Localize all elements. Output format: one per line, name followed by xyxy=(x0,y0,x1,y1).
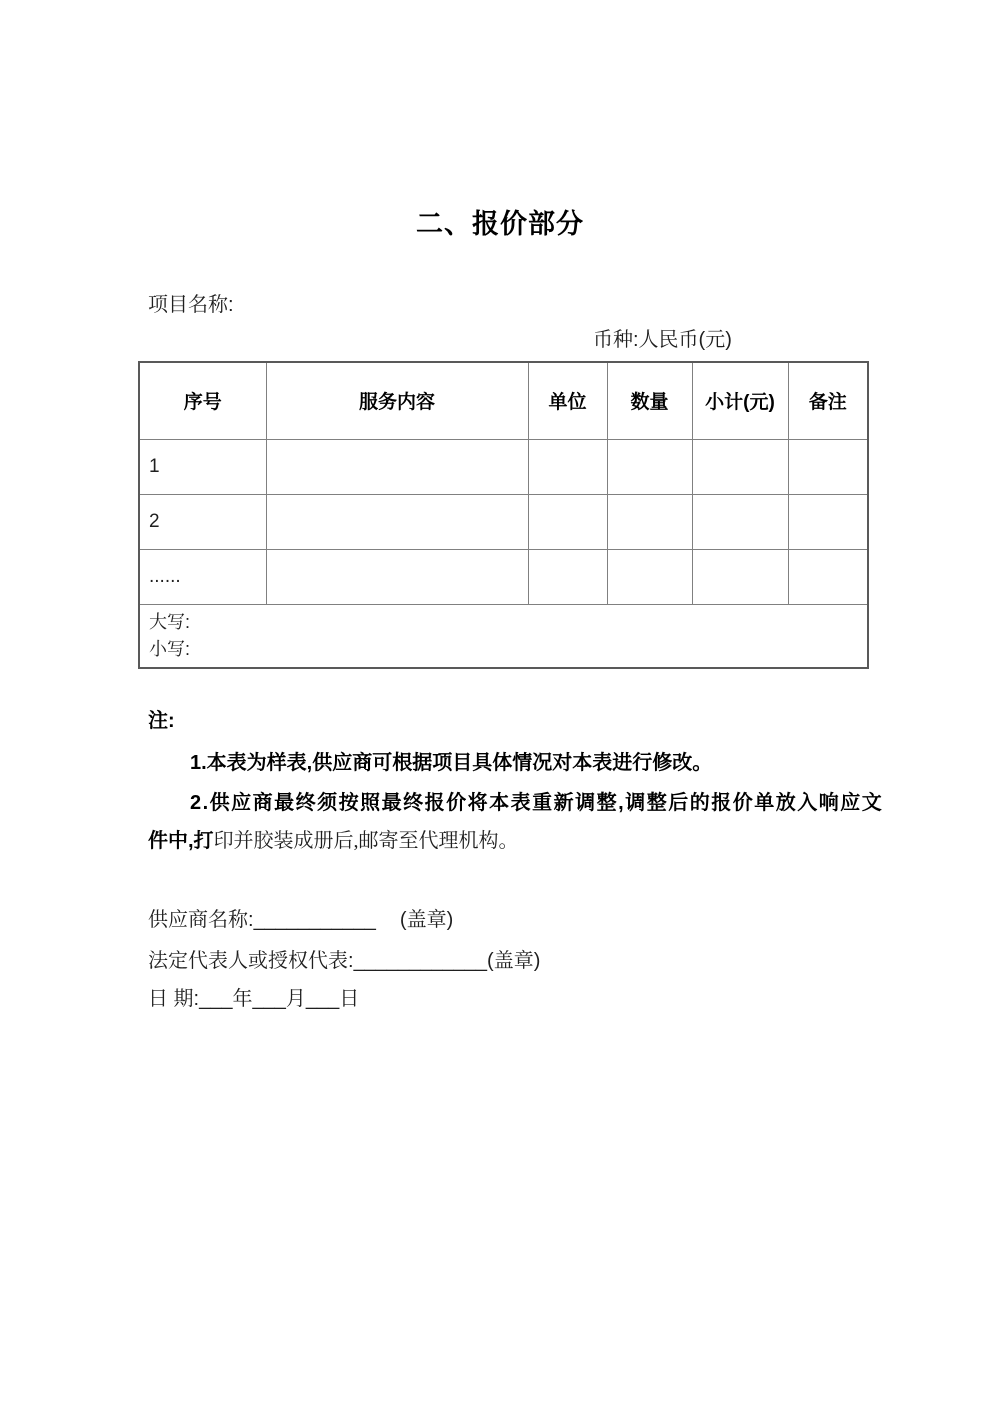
representative-label: 法定代表人或授权代表: xyxy=(148,950,354,972)
notes-heading: 注: xyxy=(148,710,175,732)
col-header-quantity: 数量 xyxy=(607,362,692,439)
row-ellipsis-remarks-cell xyxy=(788,549,868,604)
row-ellipsis-subtotal-cell xyxy=(692,549,788,604)
row-1-quantity-cell xyxy=(607,439,692,494)
table-summary-row xyxy=(139,604,868,668)
table-row-1 xyxy=(139,439,868,494)
row-1-service-cell xyxy=(266,439,528,494)
section-title: 二、报价部分 xyxy=(416,209,584,239)
note-item-2-line2 xyxy=(148,824,519,853)
row-2-subtotal-cell xyxy=(692,494,788,549)
representative-seal-label: (盖章) xyxy=(487,950,541,972)
representative-line xyxy=(148,944,540,973)
summary-cell xyxy=(139,604,868,668)
row-1-unit-cell xyxy=(528,439,607,494)
col-header-index: 序号 xyxy=(139,362,266,439)
date-month-char: 月 xyxy=(285,988,306,1010)
table-row-2 xyxy=(139,494,868,549)
col-header-subtotal: 小计(元) xyxy=(692,362,788,439)
row-2-quantity-cell xyxy=(607,494,692,549)
date-line xyxy=(148,982,359,1011)
project-name-label: 项目名称: xyxy=(148,294,234,316)
amount-in-words-label: 大写: xyxy=(149,611,191,632)
quotation-table xyxy=(138,361,869,669)
row-2-remarks-cell xyxy=(788,494,868,549)
note-item-2-line1: 2.供应商最终须按照最终报价将本表重新调整,调整后的报价单放入响应文 xyxy=(190,792,884,814)
row-2-service-cell xyxy=(266,494,528,549)
supplier-seal-label: (盖章) xyxy=(399,909,454,931)
row-2-unit-cell xyxy=(528,494,607,549)
row-ellipsis-index-cell: ...... xyxy=(139,549,266,604)
col-header-remarks: 备注 xyxy=(788,362,868,439)
note-item-2-line2-bold-text: 件中,打 xyxy=(148,830,214,852)
row-ellipsis-unit-cell xyxy=(528,549,607,604)
date-day-blank: ___ xyxy=(305,988,340,1010)
table-header-row xyxy=(139,362,868,439)
row-ellipsis-quantity-cell xyxy=(607,549,692,604)
note-item-2-line2-regular-text: 印并胶装成册后,邮寄至代理机构。 xyxy=(213,830,519,852)
date-year-blank: ___ xyxy=(199,988,233,1010)
supplier-name-blank: ___________ xyxy=(253,909,376,931)
row-1-remarks-cell xyxy=(788,439,868,494)
row-ellipsis-service-cell xyxy=(266,549,528,604)
row-1-subtotal-cell xyxy=(692,439,788,494)
supplier-name-label: 供应商名称: xyxy=(148,909,254,931)
currency-label: 币种:人民币(元) xyxy=(593,329,732,351)
table-row-ellipsis xyxy=(139,549,868,604)
supplier-name-line xyxy=(148,903,453,932)
col-header-unit: 单位 xyxy=(528,362,607,439)
date-day-char: 日 xyxy=(339,988,360,1010)
representative-blank: ____________ xyxy=(353,950,488,972)
row-2-index-cell: 2 xyxy=(139,494,266,549)
date-label: 日 期: xyxy=(148,988,200,1010)
date-month-blank: ___ xyxy=(252,988,286,1010)
amount-in-figures-label: 小写: xyxy=(149,638,191,659)
row-1-index-cell: 1 xyxy=(139,439,266,494)
note-item-1: 1.本表为样表,供应商可根据项目具体情况对本表进行修改。 xyxy=(190,752,713,774)
col-header-service-content: 服务内容 xyxy=(266,362,528,439)
date-year-char: 年 xyxy=(232,988,253,1010)
